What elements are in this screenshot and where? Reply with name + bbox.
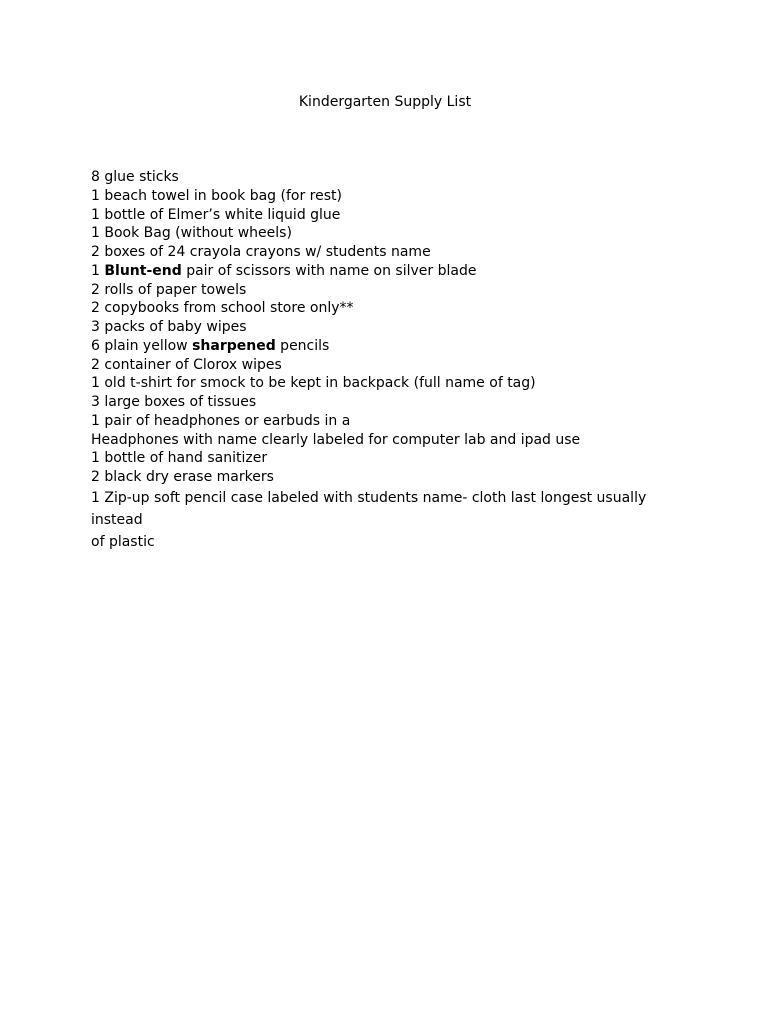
list-item: Headphones with name clearly labeled for computer lab and ipad use bbox=[91, 431, 581, 448]
list-item: 2 rolls of paper towels bbox=[91, 281, 247, 298]
list-item: 8 glue sticks bbox=[91, 169, 179, 185]
list-item: 1 old t-shirt for smock to be kept in backpack (full name of tag) bbox=[91, 375, 536, 392]
emphasis-text: sharpened bbox=[192, 337, 276, 354]
list-item-text: 1 bbox=[91, 262, 105, 279]
list-item: 1 beach towel in book bag (for rest) bbox=[91, 187, 342, 204]
list-item: 1 pair of headphones or earbuds in a bbox=[91, 412, 351, 429]
list-item: 3 large boxes of tissues bbox=[91, 394, 257, 410]
list-item: 1 bottle of hand sanitizer bbox=[91, 450, 268, 467]
list-item: 2 container of Clorox wipes bbox=[91, 356, 282, 373]
list-item-text: pair of scissors with name on silver blade bbox=[181, 262, 477, 279]
list-item-text: 6 plain yellow bbox=[91, 337, 193, 354]
list-item-line: of plastic bbox=[91, 533, 155, 550]
emphasis-text: Blunt-end bbox=[104, 262, 182, 279]
list-item bbox=[91, 262, 681, 281]
list-item: 1 bottle of Elmer’s white liquid glue bbox=[91, 206, 341, 223]
list-item bbox=[91, 337, 681, 356]
list-item-text: pencils bbox=[275, 337, 330, 354]
list-item: 1 Book Bag (without wheels) bbox=[91, 225, 292, 242]
list-item: 3 packs of baby wipes bbox=[91, 319, 247, 335]
list-item bbox=[91, 487, 681, 553]
list-item: 2 copybooks from school store only** bbox=[91, 300, 354, 317]
page-title: Kindergarten Supply List bbox=[298, 94, 472, 110]
list-item-line: 1 Zip-up soft pencil case labeled with students name- cloth last longest usually instead bbox=[91, 489, 647, 528]
list-item: 2 boxes of 24 crayola crayons w/ students name bbox=[91, 244, 431, 260]
list-item: 2 black dry erase markers bbox=[91, 469, 274, 485]
supply-list bbox=[91, 168, 681, 553]
